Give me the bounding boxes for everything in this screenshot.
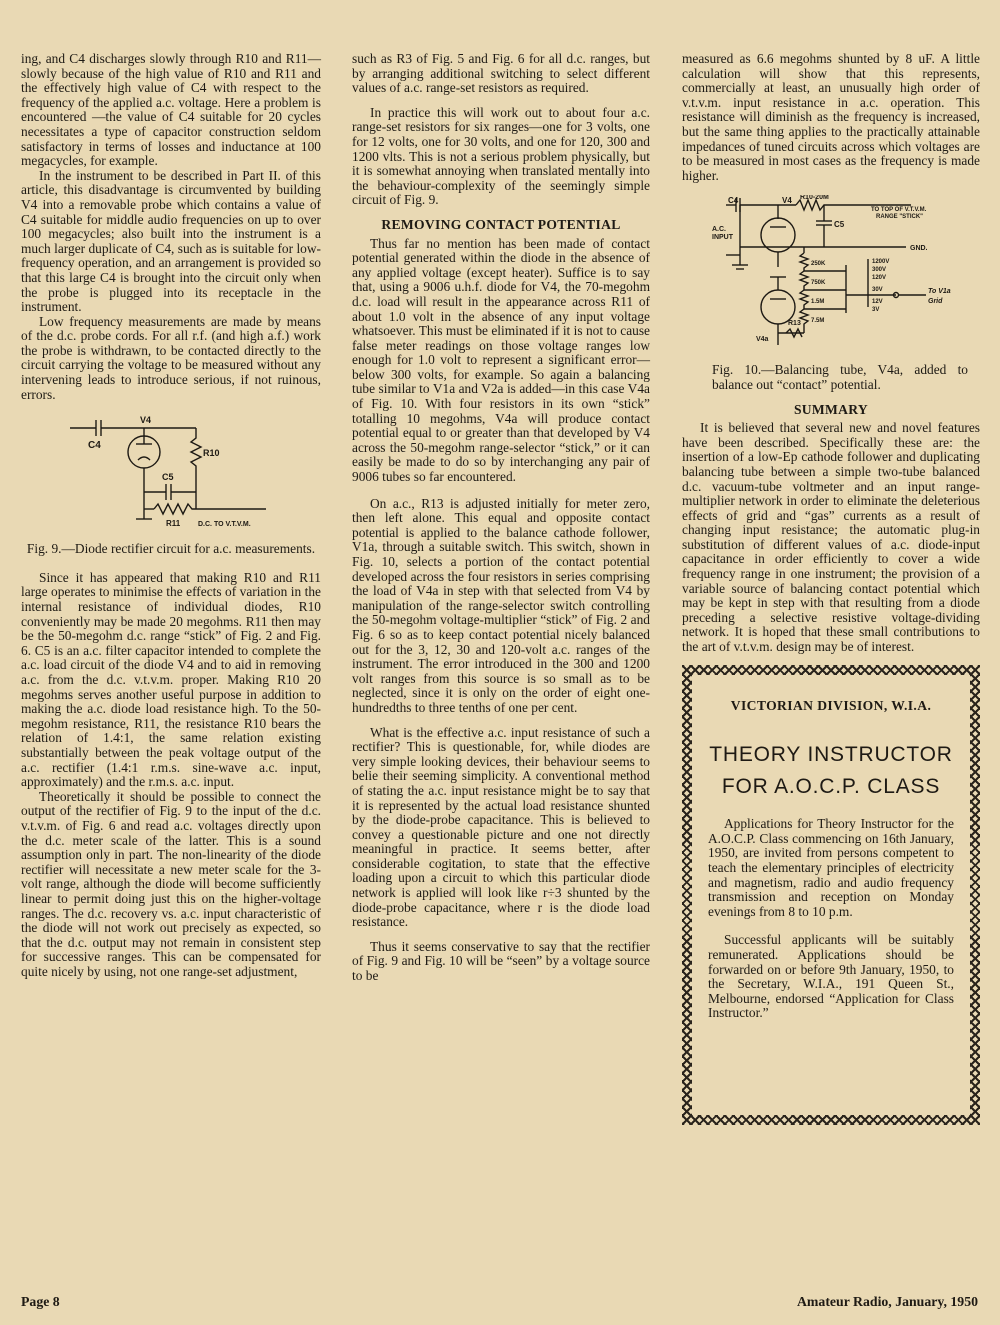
fig10-label-grid: Grid [928,298,943,306]
fig10-label-120v: 120V [872,275,887,282]
fig9-label-r10: R10 [203,448,220,459]
paragraph: measured as 6.6 megohms shunted by 8 uF. A little calculation will show that this represents, commercially at least, an unusually high order of v.t.v.m. input resistance in a.c. operation. This resistance will diminish as the frequency is increased, but the same thing applies to the practically attainable impedances of tuned circuits across which voltages are to be measured in most cases as the frequency is made higher. [682,51,980,183]
fig10-label-250k: 250K [811,261,826,268]
fig10-label-c5: C5 [834,220,845,230]
fig9-label-v4: V4 [140,415,152,426]
fig9-caption: Fig. 9.—Diode rectifier circuit for a.c. measurements. [26,541,316,557]
paragraph: Low frequency measurements are made by means of the d.c. probe cords. For all r.f. (and high a.f.) work the probe is withdrawn, to be contacted directly to the circuit carrying the voltage to be measured without any intervening leads to introduce serious, if not ruinous, errors. [21,313,321,402]
paragraph: In practice this will work out to about four a.c. range-set resistors for six ranges—one for 3 volts, one for 12 volts, one for 30 volts, and one for 120, 300 and 1200 vlts. This is not a serious problem physically, but it is somewhat annoying when translated mentally into the behaviour-complexity of the seemingly simple circuit of Fig. 9. [352,104,650,208]
publication-line: Amateur Radio, January, 1950 [796,1294,978,1309]
fig10-label-top: TO TOP OF V.T.V.M. [871,207,927,214]
notice-headline-line2: FOR A.O.C.P. CLASS [721,775,941,799]
fig9-diagram [66,414,276,534]
paragraph: ing, and C4 discharges slowly through R10 and R11—slowly because of the high value of R10 and R11 and the effectively high value of C4 with respect to the frequency of the applied a.c. voltage. Here a problem is encountered —the value of C4 suitable for 20 cycles necessitates a type of capacitor construction seldom satisfactory in terms of losses and inductance at 100 megacycles, for example. [21,51,321,169]
column-2 [352,52,650,984]
paragraph: Since it has appeared that making R10 and R11 large operates to minimise the effects of variation in the internal resistance of individual diodes, R10 conveniently may be made 20 megohms. R11 then may be the 50-megohm d.c. range “stick” of Fig. 2 and Fig. 6. C5 is an a.c. filter capacitor intended to complete the a.c. load circuit of the diode V4 and to aid in removing a.c. from the d.c. v.t.v.m. proper. Making R10 20 megohms serves another useful purpose in addition to making the a.c. diode load resistance high. To the 50-megohm resistance, R11, the resistance R10 bears the relation of 1.4:1, the same relation existing substantially between the peak voltage output of the a.c. rectifier (1.4:1 r.m.s. sine-wave a.c. input, approximately) and the r.m.s. a.c. input. [21,569,321,790]
fig10-label-1200v: 1200V [872,259,890,266]
column-1 [21,52,321,979]
notice-headline-line1: THEORY INSTRUCTOR [709,743,953,767]
fig10-label-30v: 30V [872,287,883,294]
fig10-label-c4: C4 [728,196,739,206]
fig10-label-gnd: GND. [910,245,928,253]
paragraph: such as R3 of Fig. 5 and Fig. 6 for all d.c. ranges, but by arranging additional switching to select different values of a.c. range-set resistors as required. [352,51,650,96]
column-3 [682,52,980,1125]
notice-paragraph: Applications for Theory Instructor for the A.O.C.P. Class commencing on 16th January, 1950, are invited from persons competent to teach the elementary principles of electricity and magnetism, radio and audio frequency transmission and reception on Monday evenings from 8 to 10 p.m. [708,816,954,919]
paragraph: What is the effective a.c. input resistance of such a rectifier? This is questionable, for, while diodes are very simple looking devices, their behaviour seems to belie their seeming simplicity. A conventional method of stating the a.c. input resistance might be to say that it is represented by the actual load resistance shunted by the diode-probe capacitance. This is believed to convey a questionable picture and one not directly meaningful in practice. It seems better, after considerable cogitation, to state that the effective loading upon a circuit to which this particular diode network is applied will look like r÷3 shunted by the diode-probe capacitance, where r is the diode load resistance. [352,724,650,930]
notice-headline [708,739,954,803]
fig9-label-c4: C4 [88,440,101,452]
fig9-label-c5: C5 [162,472,174,483]
fig10-label-r13: R13 [788,320,801,328]
fig10-label-12v: 12V [872,299,883,306]
fig10-label-3v: 3V [872,307,880,314]
fig10-label-750k: 750K [811,280,826,287]
section-heading: SUMMARY [793,401,869,417]
paragraph: It is believed that several new and novel features have been described. Specifically these are: the insertion of a low-Ep cathode follower and duplicating balancing tube between a simple two-tube balanced d.c. vacuum-tube voltmeter and an input range-multiplier network in order to eliminate the deleterious effects of grid and “gas” currents as a result of changing input resistance; the automatic plug-in substitution of different values of a.c. diode-input capacitance in order efficiently to cover a wide frequency range in one instrument; the provision of a variable source of balancing contact potential which may be kept in step with that resulting from a diode preceding a selective resistive voltage-dividing network. It is hoped that these small contributions to the art of v.t.v.m. design may be of interest. [682,420,980,655]
notice-org: VICTORIAN DIVISION, W.I.A. [730,697,932,713]
fig10-diagram [696,195,966,355]
paragraph: Thus far no mention has been made of contact potential generated within the diode in the absence of any applied voltage (except heater). Suffice is to say that, using a 9006 u.h.f. diode for V4, the 70-megohm d.c. load will result in the appearance across R11 of about 1.0 volt in the absence of any input voltage whatsoever. This must be eliminated if it is not to cause false meter readings on those voltage ranges low enough for 1.0 volt to represent a significant error—below 300 volts, for example. So again a balancing tube similar to V1a and V2a is added—in this case V4a of Fig. 10. With four resistors in its own “stick” totalling 10 megohms, V4a will produce contact potential equal to or greater than that developed by V4 across the 50-megohm range-selector “stick,” or it can easily be made to do so by interchanging any pair of 9006 tubes so far encountered. [352,235,650,485]
page-number: Page 8 [21,1294,60,1309]
fig10-label-stick: RANGE "STICK" [876,214,924,221]
fig10-label-r10: R10-20M [800,195,829,202]
fig10-label-v4: V4 [782,196,792,206]
fig10-label-300v: 300V [872,267,887,274]
notice-box [682,665,980,1125]
fig10-label-ac: A.C. [712,226,726,234]
notice-content [692,675,970,1115]
notice-paragraph: Successful applicants will be suitably remunerated. Applications should be forwarded on or before 9th January, 1950, to the Secretary, W.I.A., 191 Queen St., Melbourne, endorsed “Application for Class Instructor.” [708,932,954,1021]
fig10-caption: Fig. 10.—Balancing tube, V4a, added to balance out “contact” potential. [712,362,968,392]
fig10-label-to-v1a: To V1a [928,288,951,296]
fig10-label-v4a: V4a [756,336,769,344]
paragraph: Theoretically it should be possible to connect the output of the rectifier of Fig. 9 to the input of the d.c. v.t.v.m. of Fig. 6 and read a.c. voltages directly upon the d.c. meter scale of the latter. This is a sound assumption only in part. The non-linearity of the diode rectifier will necessitate a new meter scale for the 3-volt range, although the diode will become sufficiently linear to permit doing just this on the higher-voltage ranges. The d.c. recovery vs. a.c. input characteristic of the diode will not work out precisely as expected, so that the d.c. output may not remain in consistent step for successive ranges. This can be compensated for quite nicely by using, not one range-set adjustment, [21,788,321,979]
fig9-label-r11: R11 [166,519,181,529]
fig9-label-output: D.C. TO V.T.V.M. [198,521,251,529]
paragraph: Thus it seems conservative to say that the rectifier of Fig. 9 and Fig. 10 will be “seen” by a voltage source to be [352,938,650,984]
fig10-label-input: INPUT [712,234,733,242]
fig10-label-1-5m: 1.5M [811,299,825,306]
paragraph: On a.c., R13 is adjusted initially for meter zero, then left alone. This equal and opposite contact potential is applied to the balance cathode follower, V1a, through a suitable switch. This switch, shown in Fig. 10, selects a portion of the contact potential developed across the four resistors in series comprising the load of V4a in step with that selected from V4 by manipulation of the range-selector switch controlling the 50-megohm voltage-multiplier “stick” of Fig. 2 and Fig. 6 so as to keep contact potential nicely balanced out for the 3, 12, 30 and 120-volt a.c. ranges of the instrument. The error introduced in the 300 and 1200 volt ranges from this source is so small as to be neglected, since it is only on the order of eight one-hundredths to three tenths of one per cent. [352,495,650,715]
fig10-label-7-5m: 7.5M [811,318,825,325]
section-heading: REMOVING CONTACT POTENTIAL [381,216,621,232]
paragraph: In the instrument to be described in Part II. of this article, this disadvantage is circumvented by building V4 into a removable probe which contains a value of C4 suitable for middle audio frequencies on up to over 100 megacycles; also built into the instrument is a much larger duplicate of C4, such as is suitable for low-frequency operation, and an arrangement is provided so that this large C4 is brought into the circuit only when the probe is plugged into its receptacle in the instrument. [21,167,321,315]
